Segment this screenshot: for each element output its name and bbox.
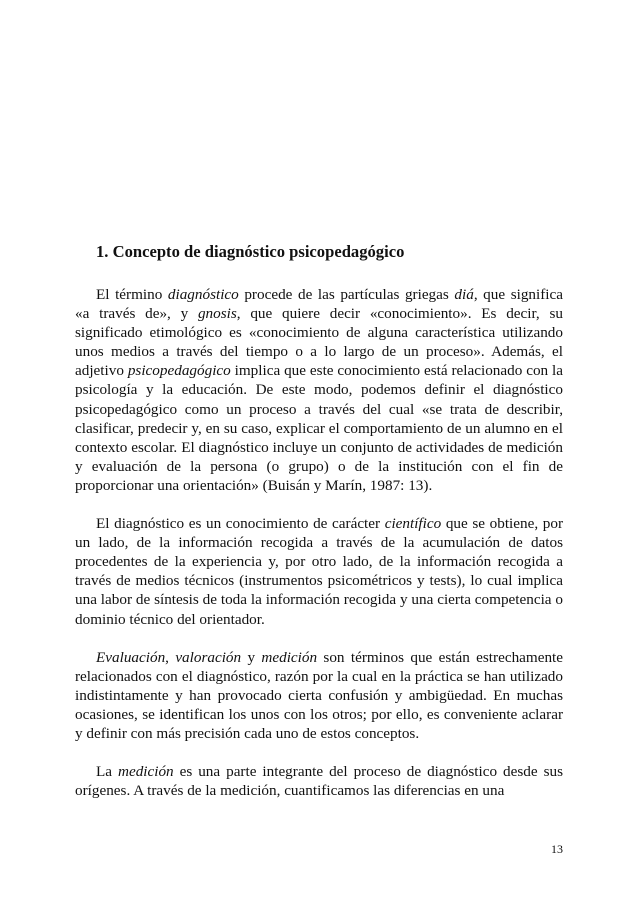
text-run: , que quiere decir «conocimiento». Es decir, su significado etimológico es «conocimiento de alguna característica utilizando unos medios a través del tiempo o a lo largo de un proceso». Además, el adjetivo [75, 305, 563, 380]
text-run: , [165, 648, 176, 666]
paragraph [75, 762, 563, 800]
italic-term: valoración [175, 648, 242, 666]
text-run: La [96, 763, 118, 781]
italic-term: científico [384, 515, 442, 533]
text-run: son términos que están estrechamente relacionados con el diagnóstico, razón por la cual en la práctica se han utilizado indistintamente y han provocado cierta confusión y ambigüedad. En muchas ocasiones, se identifican los unos con los otros; por ello, es conveniente aclarar y definir con más precisión cada uno de estos conceptos. [75, 648, 564, 742]
text-run: y [241, 648, 262, 666]
text-run: procede de las partículas griegas [238, 286, 455, 303]
text-run: que se obtiene, por un lado, de la información recogida a través de la acumulación de datos procedentes de la experiencia y, por otro lado, de la información recogida a través de medios técnicos (instrumentos psicométricos y tests), lo cual implica una labor de síntesis de toda la información recogida y una cierta competencia o dominio técnico del orientador. [75, 515, 563, 628]
italic-term: psicopedagógico [127, 362, 231, 380]
italic-term: Evaluación [96, 648, 166, 666]
italic-term: diagnóstico [167, 286, 239, 303]
paragraph [75, 514, 563, 629]
italic-term: gnosis [197, 305, 237, 323]
section-heading: 1. Concepto de diagnóstico psicopedagógico [96, 242, 405, 261]
italic-term: medición [261, 648, 318, 666]
page-number: 13 [551, 842, 563, 856]
text-run: , que significa «a través de», y [75, 286, 563, 323]
italic-term: diá [454, 286, 474, 303]
body-text [75, 285, 563, 800]
text-run: El término [96, 286, 168, 303]
paragraph [75, 648, 563, 743]
text-run: implica que este conocimiento está relacionado con la psicología y la educación. De este modo, podemos definir el diagnóstico psicopedagógico como un proceso a través del cual «se trata de describir, clasificar, predecir y, en su caso, explicar el comportamiento de un alumno en el contexto escolar. El diagnóstico incluye un conjunto de actividades de medición y evaluación de la persona (o grupo) o de la institución con el fin de proporcionar una orientación» (Buisán y Marín, 1987: 13). [75, 362, 564, 494]
text-run: es una parte integrante del proceso de diagnóstico desde sus orígenes. A través de la medición, cuantificamos las diferencias en una [75, 763, 563, 800]
paragraph [75, 285, 563, 495]
text-run: El diagnóstico es un conocimiento de carácter [96, 515, 385, 533]
italic-term: medición [117, 763, 174, 781]
